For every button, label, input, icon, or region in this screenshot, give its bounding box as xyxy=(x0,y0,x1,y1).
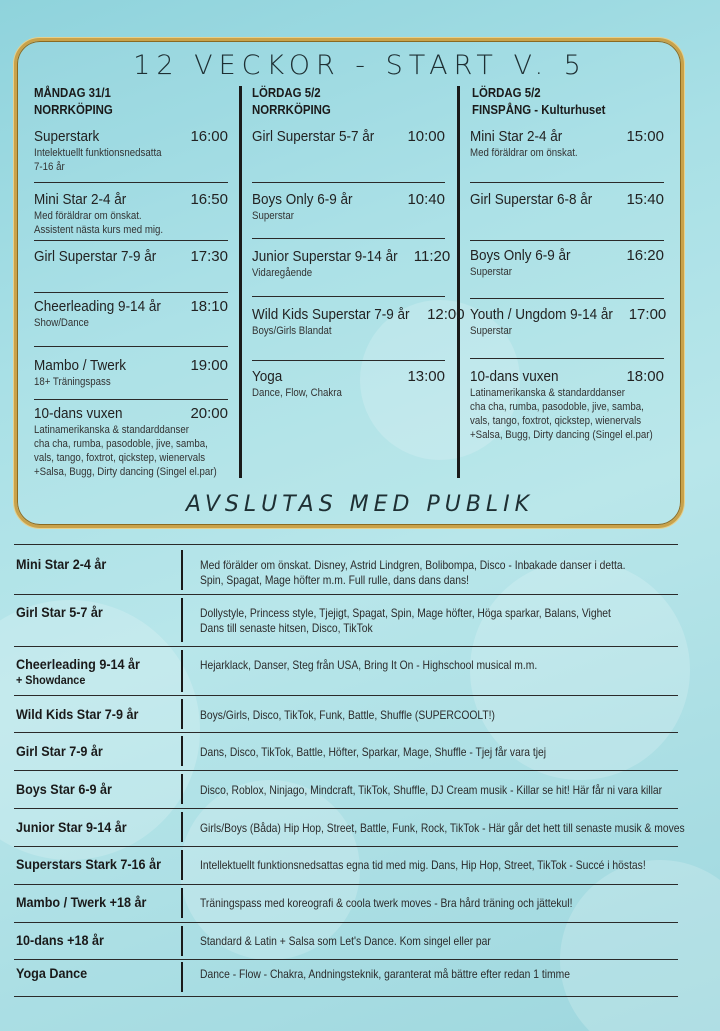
class-entry xyxy=(470,306,667,338)
class-time: 16:00 xyxy=(190,128,228,145)
table-rule xyxy=(14,646,678,647)
day-header-saturday-finspang xyxy=(472,84,605,118)
class-time: 13:00 xyxy=(407,368,445,385)
separator xyxy=(252,360,445,361)
separator xyxy=(252,238,445,239)
class-note: +Salsa, Bugg, Dirty dancing (Singel el.par) xyxy=(34,466,217,478)
class-entry xyxy=(252,368,445,400)
class-name: Yoga xyxy=(252,368,283,385)
row-description xyxy=(200,896,572,911)
table-rule xyxy=(14,808,678,809)
class-entry xyxy=(34,405,228,479)
row-description xyxy=(200,558,625,588)
table-rule xyxy=(14,594,678,595)
bokeh-light xyxy=(560,860,720,1031)
label-line: + Showdance xyxy=(16,673,86,687)
class-entry xyxy=(252,306,465,338)
row-label xyxy=(16,656,140,688)
row-label: Mambo / Twerk +18 år xyxy=(16,894,147,910)
class-note: Med föräldrar om önskat. xyxy=(34,210,142,222)
class-note: +Salsa, Bugg, Dirty dancing (Singel el.par) xyxy=(470,429,653,441)
class-note: Assistent nästa kurs med mig. xyxy=(34,224,164,236)
class-name: Mini Star 2-4 år xyxy=(34,191,127,208)
separator xyxy=(34,399,228,400)
class-entry xyxy=(34,191,228,237)
row-description xyxy=(200,708,495,723)
separator xyxy=(470,358,664,359)
class-note: Intelektuellt funktionsnedsatta xyxy=(34,147,162,159)
day-place: NORRKÖPING xyxy=(252,102,331,117)
class-name: Girl Superstar 6-8 år xyxy=(470,191,593,208)
class-note: Med föräldrar om önskat. xyxy=(470,147,578,159)
class-time: 18:00 xyxy=(626,368,664,385)
class-name: Wild Kids Superstar 7-9 år xyxy=(252,306,410,323)
headline-finale: AVSLUTAS MED PUBLIK xyxy=(185,492,535,517)
class-entry xyxy=(252,191,445,223)
row-label: Wild Kids Star 7-9 år xyxy=(16,706,139,722)
day-place: NORRKÖPING xyxy=(34,102,113,117)
class-note: Vidaregående xyxy=(252,267,313,279)
table-rule xyxy=(14,544,678,545)
row-label: Boys Star 6-9 år xyxy=(16,781,112,797)
class-note: Latinamerikanska & standarddanser xyxy=(34,424,189,436)
table-rule xyxy=(14,996,678,997)
class-name: Youth / Ungdom 9-14 år xyxy=(470,306,613,323)
class-time: 18:10 xyxy=(190,298,228,315)
description-line: Spin, Spagat, Mage höfter m.m. Full rulle, dans dans dans! xyxy=(200,573,470,587)
description-line: Dance - Flow - Chakra, Andningsteknik, garanterat må bättre efter redan 1 timme xyxy=(200,967,570,981)
table-column-divider xyxy=(181,774,183,804)
description-line: Dans, Disco, TikTok, Battle, Höfter, Sparkar, Mage, Shuffle - Tjej får vara tjej xyxy=(200,745,547,759)
class-time: 19:00 xyxy=(190,357,228,374)
day-header-monday xyxy=(34,84,113,118)
class-entry xyxy=(34,128,228,174)
description-line: Standard & Latin + Salsa som Let's Dance. Kom singel eller par xyxy=(200,934,491,948)
table-column-divider xyxy=(181,699,183,729)
row-label: Superstars Stark 7-16 år xyxy=(16,856,161,872)
day-title: MÅNDAG 31/1 xyxy=(34,85,111,100)
class-entry xyxy=(34,357,228,389)
separator xyxy=(34,346,228,347)
class-name: Boys Only 6-9 år xyxy=(470,247,571,264)
headline-weeks: 12 VECKOR - START V. 5 xyxy=(133,50,587,81)
class-note: Superstar xyxy=(470,325,512,337)
class-note: Superstar xyxy=(252,210,294,222)
row-label: 10-dans +18 år xyxy=(16,932,104,948)
table-rule xyxy=(14,770,678,771)
description-line: Dans till senaste hitsen, Disco, TikTok xyxy=(200,621,373,635)
class-time: 10:40 xyxy=(407,191,445,208)
class-name: 10-dans vuxen xyxy=(470,368,559,385)
row-label: Mini Star 2-4 år xyxy=(16,556,107,572)
table-rule xyxy=(14,732,678,733)
description-line: Boys/Girls, Disco, TikTok, Funk, Battle, Shuffle (SUPERCOOLT!) xyxy=(200,708,495,722)
day-place: FINSPÅNG - Kulturhuset xyxy=(472,102,606,117)
class-name: 10-dans vuxen xyxy=(34,405,123,422)
class-time: 15:40 xyxy=(626,191,664,208)
class-name: Cheerleading 9-14 år xyxy=(34,298,161,315)
separator xyxy=(470,240,664,241)
row-label: Girl Star 7-9 år xyxy=(16,743,103,759)
table-column-divider xyxy=(181,736,183,766)
column-divider xyxy=(457,86,460,478)
separator xyxy=(34,292,228,293)
table-column-divider xyxy=(181,962,183,992)
table-column-divider xyxy=(181,598,183,642)
class-entry xyxy=(252,248,451,280)
class-note: Boys/Girls Blandat xyxy=(252,325,332,337)
class-note: cha cha, rumba, pasodoble, jive, samba, xyxy=(470,401,644,413)
row-label: Yoga Dance xyxy=(16,965,88,981)
description-line: Disco, Roblox, Ninjago, Mindcraft, TikTok, Shuffle, DJ Cream musik - Killar se hit! Här får ni vara killar xyxy=(200,783,663,797)
class-time: 16:50 xyxy=(190,191,228,208)
class-note: cha cha, rumba, pasodoble, jive, samba, xyxy=(34,438,208,450)
class-name: Girl Superstar 7-9 år xyxy=(34,248,157,265)
description-line: Med förälder om önskat. Disney, Astrid Lindgren, Bolibompa, Disco - Inbakade danser i detta. xyxy=(200,558,626,572)
separator xyxy=(470,298,664,299)
class-entry xyxy=(252,128,445,146)
class-time: 11:20 xyxy=(413,248,451,265)
class-note: Dance, Flow, Chakra xyxy=(252,387,342,399)
description-line: Intellektuellt funktionsnedsattas egna tid med mig. Dans, Hip Hop, Street, TikTok - Succé i höstas! xyxy=(200,858,646,872)
class-entry xyxy=(34,248,228,266)
class-note: Superstar xyxy=(470,266,512,278)
class-note: 7-16 år xyxy=(34,161,65,173)
label-line: Cheerleading 9-14 år xyxy=(16,656,140,672)
table-rule xyxy=(14,846,678,847)
table-rule xyxy=(14,959,678,960)
class-note: vals, tango, foxtrot, qickstep, wienervals xyxy=(470,415,642,427)
class-name: Junior Superstar 9-14 år xyxy=(252,248,398,265)
table-column-divider xyxy=(181,550,183,590)
column-divider xyxy=(239,86,242,478)
class-name: Mini Star 2-4 år xyxy=(470,128,563,145)
class-time: 17:30 xyxy=(190,248,228,265)
class-name: Mambo / Twerk xyxy=(34,357,127,374)
table-column-divider xyxy=(181,888,183,918)
row-label: Junior Star 9-14 år xyxy=(16,819,127,835)
table-column-divider xyxy=(181,850,183,880)
day-header-saturday-norrkoping xyxy=(252,84,331,118)
row-description xyxy=(200,934,491,949)
class-name: Girl Superstar 5-7 år xyxy=(252,128,375,145)
separator xyxy=(252,182,445,183)
class-time: 20:00 xyxy=(190,405,228,422)
description-line: Girls/Boys (Båda) Hip Hop, Street, Battle, Funk, Rock, TikTok - Här går det hett till senaste musik & moves xyxy=(200,821,685,835)
separator xyxy=(34,182,228,183)
class-name: Superstark xyxy=(34,128,100,145)
class-name: Boys Only 6-9 år xyxy=(252,191,353,208)
class-note: Latinamerikanska & standarddanser xyxy=(470,387,625,399)
class-entry xyxy=(470,368,664,442)
class-time: 17:00 xyxy=(628,306,667,323)
row-description xyxy=(200,745,546,760)
table-rule xyxy=(14,884,678,885)
class-time: 15:00 xyxy=(626,128,664,145)
table-column-divider xyxy=(181,926,183,956)
class-entry xyxy=(470,191,664,209)
row-description xyxy=(200,967,570,982)
description-line: Hejarklack, Danser, Steg från USA, Bring It On - Highschool musical m.m. xyxy=(200,658,538,672)
class-entry xyxy=(470,128,664,160)
separator xyxy=(252,296,445,297)
description-line: Träningspass med koreografi & coola twerk moves - Bra hård träning och jättekul! xyxy=(200,896,573,910)
table-column-divider xyxy=(181,812,183,842)
class-time: 16:20 xyxy=(626,247,664,264)
description-line: Dollystyle, Princess style, Tjejigt, Spagat, Spin, Mage höfter, Höga sparkar, Balans, Vighet xyxy=(200,606,611,620)
day-title: LÖRDAG 5/2 xyxy=(252,85,321,100)
row-description xyxy=(200,821,685,836)
class-note: vals, tango, foxtrot, qickstep, wienervals xyxy=(34,452,206,464)
table-rule xyxy=(14,922,678,923)
class-note: Show/Dance xyxy=(34,317,89,329)
class-time: 10:00 xyxy=(407,128,445,145)
table-column-divider xyxy=(181,650,183,692)
day-title: LÖRDAG 5/2 xyxy=(472,85,541,100)
class-entry xyxy=(34,298,228,330)
class-note: 18+ Träningspass xyxy=(34,376,111,388)
row-label: Girl Star 5-7 år xyxy=(16,604,103,620)
class-time: 12:00 xyxy=(427,306,465,323)
class-entry xyxy=(470,247,664,279)
row-description xyxy=(200,606,611,636)
separator xyxy=(34,240,228,241)
table-rule xyxy=(14,695,678,696)
row-description xyxy=(200,783,662,798)
row-description xyxy=(200,658,537,673)
separator xyxy=(470,182,664,183)
row-description xyxy=(200,858,646,873)
